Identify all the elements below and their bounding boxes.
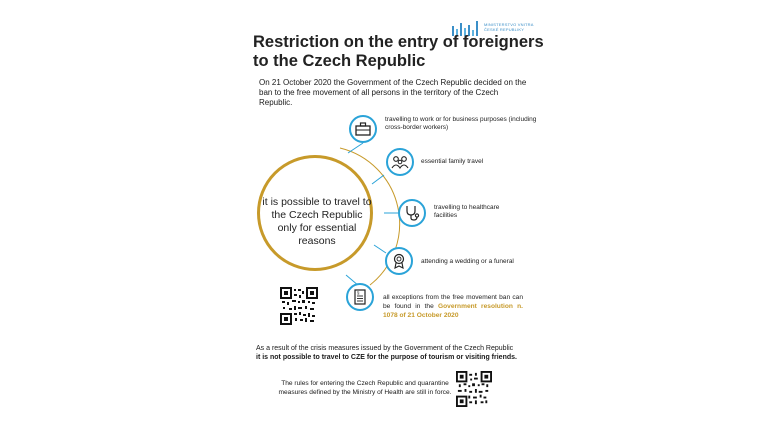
reason-family: essential family travel bbox=[421, 158, 484, 165]
intro-text: On 21 October 2020 the Government of the Czech Republic decided on the ban to the free movement of all persons in the territory of the Czech Republic. bbox=[259, 78, 527, 107]
center-text: it is possible to travel to the Czech Republic only for essential reasons bbox=[262, 196, 372, 247]
reason-work: travelling to work or for business purposes (including cross-border workers) bbox=[385, 116, 537, 131]
rules-text: The rules for entering the Czech Republic and quarantine measures defined by the Ministry of Health are still in force. bbox=[278, 380, 452, 396]
briefcase-icon bbox=[349, 115, 377, 143]
document-icon bbox=[346, 283, 374, 311]
page-title: Restriction on the entry of foreigners to the Czech Republic bbox=[253, 33, 544, 70]
rosette-icon bbox=[385, 247, 413, 275]
family-icon bbox=[386, 148, 414, 176]
exceptions-text: all exceptions from the free movement ban can be found in the Government resolution n. 1078 of 21 October 2020 bbox=[383, 294, 523, 319]
stethoscope-icon bbox=[398, 199, 426, 227]
reason-healthcare: travelling to healthcare facilities bbox=[434, 204, 500, 219]
svg-text:§: § bbox=[357, 290, 360, 296]
ministry-name: MINISTERSTVO VNITRA ČESKÉ REPUBLIKY bbox=[484, 22, 534, 32]
government-resolution-link[interactable]: Government resolution n. 1078 of 21 October 2020 bbox=[383, 303, 523, 319]
result-statement: As a result of the crisis measures issued by the Government of the Czech Republic it is not possible to travel to CZE for the purpose of tourism or visiting friends. bbox=[256, 345, 517, 361]
qr-code-health-rules[interactable] bbox=[456, 371, 492, 407]
qr-code-resolution[interactable] bbox=[280, 287, 318, 325]
reason-wedding-funeral: attending a wedding or a funeral bbox=[421, 258, 514, 265]
